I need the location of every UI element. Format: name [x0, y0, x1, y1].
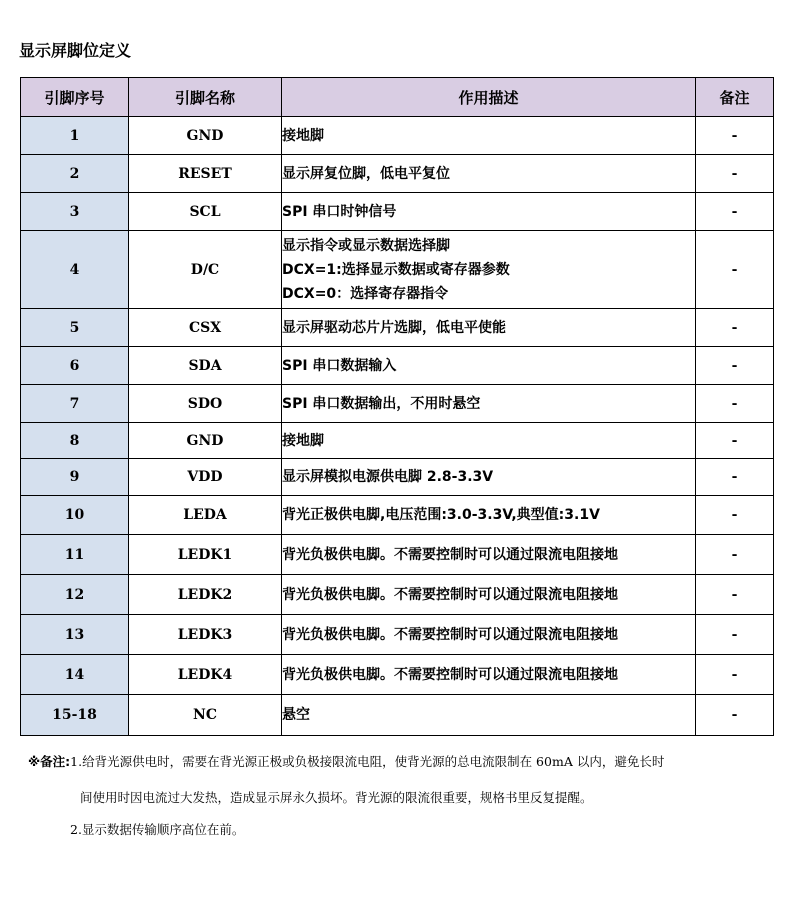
table-row: [21, 423, 774, 459]
table-row: [21, 309, 774, 347]
description-line: 显示屏模拟电源供电脚 2.8-3.3V: [282, 469, 494, 485]
notes-label: ※备注:: [28, 754, 71, 769]
table-row: [21, 117, 774, 155]
pin-name-cell: LEDA: [129, 496, 282, 535]
pin-remark-cell: -: [696, 615, 774, 655]
pin-remark-cell: -: [696, 193, 774, 231]
pin-number-cell: 7: [21, 385, 129, 423]
pin-remark-cell: -: [696, 496, 774, 535]
description-line: 显示屏复位脚，低电平复位: [282, 165, 450, 182]
pin-number-cell: 6: [21, 347, 129, 385]
pin-description-cell: [282, 347, 696, 385]
note-1-line-1: [28, 752, 664, 772]
pin-name-cell: RESET: [129, 155, 282, 193]
pin-description-cell: [282, 193, 696, 231]
pin-name-cell: SDA: [129, 347, 282, 385]
pin-name-cell: LEDK4: [129, 655, 282, 695]
table-header-row: [21, 78, 774, 117]
pin-remark-cell: -: [696, 655, 774, 695]
pin-description-cell: [282, 423, 696, 459]
pin-number-cell: 15-18: [21, 695, 129, 736]
pin-remark-cell: -: [696, 575, 774, 615]
pin-description-cell: [282, 309, 696, 347]
header-description: 作用描述: [282, 78, 696, 117]
pin-name-cell: SCL: [129, 193, 282, 231]
pin-description-cell: [282, 496, 696, 535]
pin-description-cell: [282, 385, 696, 423]
description-line: 背光负极供电脚。不需要控制时可以通过限流电阻接地: [282, 546, 618, 563]
pin-name-cell: LEDK2: [129, 575, 282, 615]
pin-remark-cell: -: [696, 231, 774, 309]
pin-remark-cell: -: [696, 155, 774, 193]
pin-description-cell: [282, 117, 696, 155]
pin-name-cell: LEDK3: [129, 615, 282, 655]
table-row: [21, 535, 774, 575]
pin-definition-table: [20, 77, 774, 736]
pin-remark-cell: -: [696, 309, 774, 347]
description-line: 背光负极供电脚。不需要控制时可以通过限流电阻接地: [282, 666, 618, 683]
description-line: 接地脚: [282, 127, 324, 144]
pin-name-cell: SDO: [129, 385, 282, 423]
pin-remark-cell: -: [696, 347, 774, 385]
table-row: [21, 385, 774, 423]
description-line: DCX=0：选择寄存器指令: [282, 285, 449, 302]
pin-number-cell: 12: [21, 575, 129, 615]
pin-remark-cell: -: [696, 423, 774, 459]
pin-name-cell: CSX: [129, 309, 282, 347]
description-line: 显示屏驱动芯片片选脚，低电平使能: [282, 319, 506, 336]
pin-name-cell: NC: [129, 695, 282, 736]
page-title: 显示屏脚位定义: [19, 41, 132, 60]
pin-number-cell: 14: [21, 655, 129, 695]
description-line: 背光正极供电脚,电压范围:3.0-3.3V,典型值:3.1V: [282, 507, 600, 523]
table-row: [21, 347, 774, 385]
pin-description-cell: [282, 535, 696, 575]
description-line: SPI 串口数据输出，不用时悬空: [282, 395, 481, 412]
table-row: [21, 615, 774, 655]
table-row: [21, 193, 774, 231]
pin-number-cell: 1: [21, 117, 129, 155]
pin-description-cell: [282, 575, 696, 615]
table-row: [21, 655, 774, 695]
description-line: 背光负极供电脚。不需要控制时可以通过限流电阻接地: [282, 626, 618, 643]
note-2: 2.显示数据传输顺序高位在前。: [70, 822, 245, 837]
note-1-line-2: 间使用时因电流过大发热，造成显示屏永久损坏。背光源的限流很重要，规格书里反复提醒。: [80, 790, 593, 805]
table-row: [21, 459, 774, 496]
description-line: SPI 串口时钟信号: [282, 203, 397, 220]
table-row: [21, 496, 774, 535]
header-pin-number: 引脚序号: [21, 78, 129, 117]
description-line: 接地脚: [282, 432, 324, 449]
pin-name-cell: D/C: [129, 231, 282, 309]
note-1-text: 1.给背光源供电时，需要在背光源正极或负极接限流电阻，使背光源的总电流限制在 60mA 以内，避免长时: [70, 754, 665, 769]
table-row: [21, 155, 774, 193]
table-row: [21, 231, 774, 309]
header-pin-name: 引脚名称: [129, 78, 282, 117]
pin-number-cell: 9: [21, 459, 129, 496]
pin-description-cell: [282, 155, 696, 193]
pin-description-cell: [282, 459, 696, 496]
pin-number-cell: 4: [21, 231, 129, 309]
description-line: 悬空: [282, 707, 310, 723]
table-row: [21, 575, 774, 615]
pin-number-cell: 2: [21, 155, 129, 193]
description-line: DCX=1:选择显示数据或寄存器参数: [282, 261, 510, 278]
pin-name-cell: GND: [129, 117, 282, 155]
pin-name-cell: VDD: [129, 459, 282, 496]
pin-remark-cell: -: [696, 695, 774, 736]
table-row: [21, 695, 774, 736]
pin-remark-cell: -: [696, 535, 774, 575]
pin-number-cell: 11: [21, 535, 129, 575]
pin-number-cell: 10: [21, 496, 129, 535]
pin-remark-cell: -: [696, 117, 774, 155]
pin-number-cell: 5: [21, 309, 129, 347]
pin-number-cell: 13: [21, 615, 129, 655]
pin-number-cell: 3: [21, 193, 129, 231]
description-line: SPI 串口数据输入: [282, 357, 397, 374]
pin-name-cell: LEDK1: [129, 535, 282, 575]
pin-remark-cell: -: [696, 459, 774, 496]
header-remark: 备注: [696, 78, 774, 117]
pin-description-cell: [282, 695, 696, 736]
description-line: 背光负极供电脚。不需要控制时可以通过限流电阻接地: [282, 586, 618, 603]
pin-name-cell: GND: [129, 423, 282, 459]
pin-description-cell: [282, 655, 696, 695]
description-line: 显示指令或显示数据选择脚: [282, 237, 450, 254]
pin-description-cell: [282, 615, 696, 655]
pin-number-cell: 8: [21, 423, 129, 459]
pin-description-cell: [282, 231, 696, 309]
pin-remark-cell: -: [696, 385, 774, 423]
